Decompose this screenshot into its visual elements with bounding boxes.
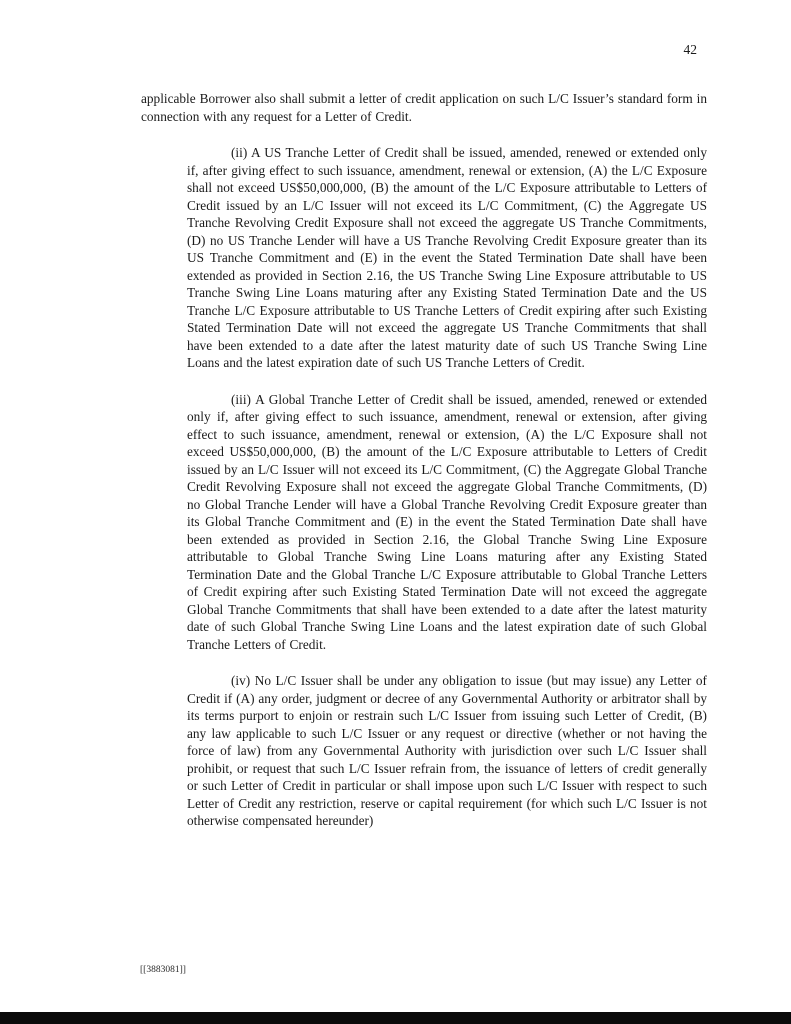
scan-edge-bar: [0, 1012, 791, 1024]
paragraph-clause-iii: (iii) A Global Tranche Letter of Credit shall be issued, amended, renewed or extended only if, after giving effect to such issuance, amendment, renewal or extension, after giving effect to such issuance, amendment, renewal or extension, (A) the L/C Exposure shall not exceed US$50,000,000, (B) the amount of the L/C Exposure attributable to Letters of Credit issued by an L/C Issuer will not exceed its L/C Commitment, (C) the Aggregate Global Tranche Credit Revolving Exposure shall not exceed the aggregate Global Tranche Commitments, (D) no Global Tranche Lender will have a Global Tranche Revolving Credit Exposure greater than its Global Tranche Commitment and (E) in the event the Stated Termination Date shall have been extended as provided in Section 2.16, the Global Tranche Swing Line Exposure attributable to Global Tranche Swing Line Loans maturing after any Existing Stated Termination Date and the Global Tranche L/C Exposure attributable to Global Tranche Letters of Credit expiring after such Existing Stated Termination Date will not exceed the aggregate Global Tranche Commitments that shall have been extended to a date after the latest maturity date of such Global Tranche Swing Line Loans and the latest expiration date of such Global Tranche Letters of Credit.: [187, 391, 707, 652]
paragraph-clause-iv: (iv) No L/C Issuer shall be under any obligation to issue (but may issue) any Letter of Credit if (A) any order, judgment or decree of any Governmental Authority or arbitrator shall by its terms purport to enjoin or restrain such L/C Issuer from issuing such Letter of Credit, (B) any law applicable to such L/C Issuer or any request or directive (whether or not having the force of law) from any Governmental Authority with jurisdiction over such L/C Issuer shall prohibit, or request that such L/C Issuer refrain from, the issuance of letters of credit generally or such Letter of Credit in particular or shall impose upon such L/C Issuer with respect to such Letter of Credit any restriction, reserve or capital requirement (for which such L/C Issuer is not otherwise compensated hereunder): [187, 673, 707, 828]
paragraph-clause-ii: (ii) A US Tranche Letter of Credit shall be issued, amended, renewed or extended only if, after giving effect to such issuance, amendment, renewal or extension, (A) the L/C Exposure shall not exceed US$50,000,000, (B) the amount of the L/C Exposure attributable to Letters of Credit issued by an L/C Issuer will not exceed its L/C Commitment, (C) the Aggregate US Tranche Revolving Credit Exposure shall not exceed the aggregate US Tranche Commitments, (D) no US Tranche Lender will have a US Tranche Revolving Credit Exposure greater than its US Tranche Commitment and (E) in the event the Stated Termination Date shall have been extended as provided in Section 2.16, the US Tranche Swing Line Exposure attributable to US Tranche Swing Line Loans maturing after any Existing Stated Termination Date and the US Tranche L/C Exposure attributable to US Tranche Letters of Credit expiring after such Existing Stated Termination Date will not exceed the aggregate US Tranche Commitments that shall have been extended to a date after the latest maturity date of such US Tranche Swing Line Loans and the latest expiration date of such US Tranche Letters of Credit.: [187, 145, 707, 370]
page-number: 42: [683, 42, 697, 57]
page-body-text: [141, 90, 707, 849]
document-id-footer: [[3883081]]: [140, 965, 186, 975]
paragraph-continuation: applicable Borrower also shall submit a letter of credit application on such L/C Issuer’s standard form in connection with any request for a Letter of Credit.: [141, 91, 707, 124]
